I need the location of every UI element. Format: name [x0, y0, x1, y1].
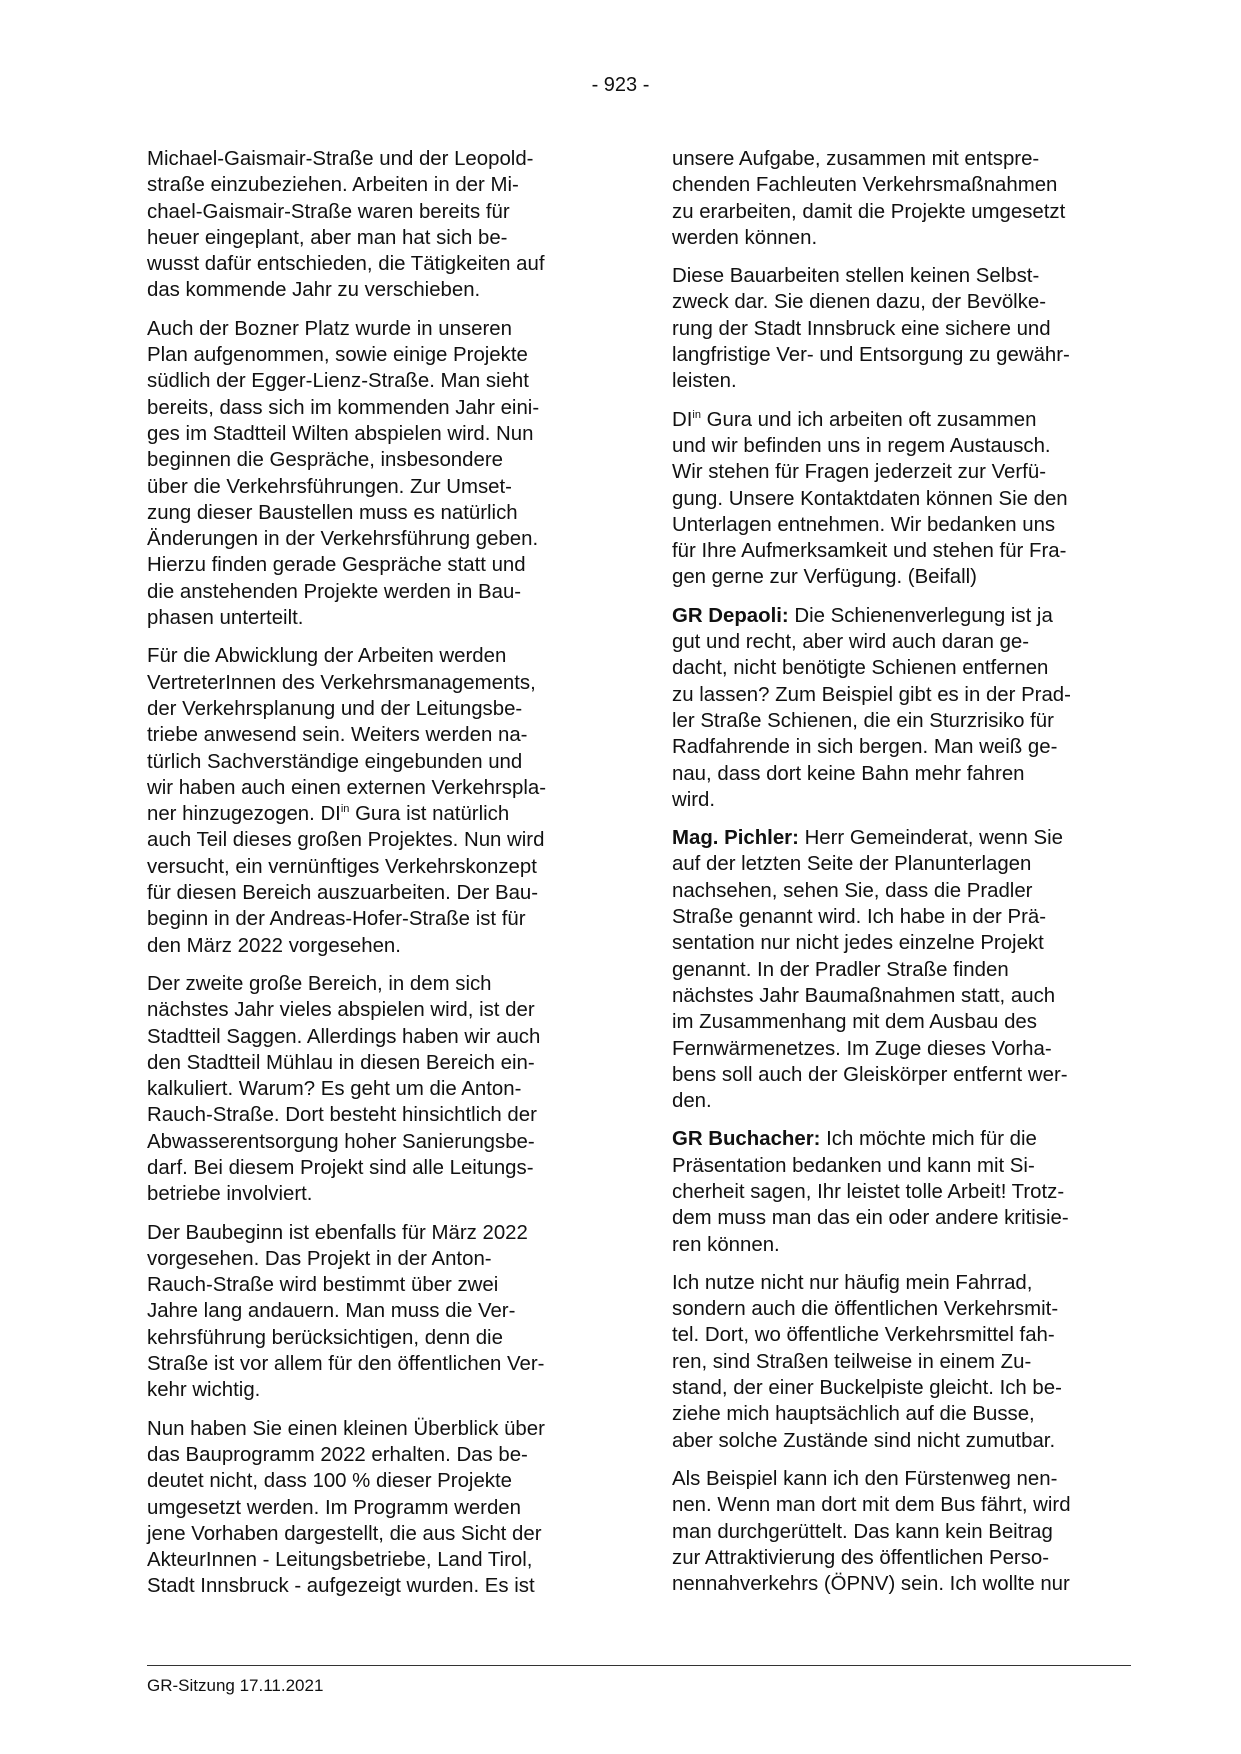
text-line: zweck dar. Sie dienen dazu, der Bevölke- [672, 291, 1047, 314]
text-line: für Ihre Aufmerksamkeit und stehen für Fra- [672, 540, 1067, 563]
text-line: nächstes Jahr vieles abspielen wird, ist der [147, 999, 535, 1022]
text-line: tel. Dort, wo öffentliche Verkehrsmittel fah- [672, 1324, 1055, 1347]
text-line: ren, sind Straßen teilweise in einem Zu- [672, 1350, 1032, 1373]
footer-divider [147, 1665, 1131, 1666]
text-line: im Zusammenhang mit dem Ausbau des [672, 1011, 1037, 1034]
paragraph [147, 1416, 597, 1600]
text-line: stand, der einer Buckelpiste gleicht. Ich be- [672, 1377, 1062, 1400]
text-line: zur Attraktivierung des öffentlichen Perso- [672, 1546, 1050, 1569]
text-line: rung der Stadt Innsbruck eine sichere und [672, 317, 1051, 340]
text-line: Ich nutze nicht nur häufig mein Fahrrad, [672, 1271, 1033, 1294]
text-line: kehrsführung berücksichtigen, denn die [147, 1326, 503, 1349]
text-line: auch Teil dieses großen Projektes. Nun wird [147, 829, 545, 852]
text-line: dacht, nicht benötigte Schienen entfernen [672, 657, 1049, 680]
text-line: gen gerne zur Verfügung. (Beifall) [672, 566, 977, 589]
paragraph [147, 1220, 597, 1404]
paragraph [672, 1126, 1122, 1257]
text-line [147, 801, 597, 827]
text-line: dem muss man das ein oder andere kritisie- [672, 1207, 1069, 1230]
text-line: ziehe mich hauptsächlich auf die Busse, [672, 1403, 1035, 1426]
text-line: beginn in der Andreas-Hofer-Straße ist für [147, 908, 526, 931]
text-line: aber solche Zustände sind nicht zumutbar. [672, 1429, 1056, 1452]
text-line: kehr wichtig. [147, 1379, 261, 1402]
text-line: Rauch-Straße wird bestimmt über zwei [147, 1274, 499, 1297]
text-line: das kommende Jahr zu verschieben. [147, 279, 481, 302]
text-line: jene Vorhaben dargestellt, die aus Sicht der [147, 1522, 542, 1545]
text-line: gut und recht, aber wird auch daran ge- [672, 631, 1030, 654]
text-line: betriebe involviert. [147, 1183, 313, 1206]
text-line: Änderungen in der Verkehrsführung geben. [147, 528, 539, 551]
text-line: heuer eingeplant, aber man hat sich be- [147, 226, 508, 249]
text-line: Straße genannt wird. Ich habe in der Prä- [672, 906, 1047, 929]
text-line: umgesetzt werden. Im Programm werden [147, 1496, 521, 1519]
text-line: den. [672, 1090, 712, 1113]
text-line: nennahverkehrs (ÖPNV) sein. Ich wollte nur [672, 1573, 1070, 1596]
text-line: versucht, ein vernünftiges Verkehrskonzept [147, 855, 537, 878]
text-fragment: Gura und ich arbeiten oft zusammen [700, 408, 1037, 431]
paragraph [147, 316, 597, 632]
text-fragment: Ich möchte mich für die [820, 1128, 1037, 1151]
text-fragment: DI [672, 408, 693, 431]
text-line [672, 825, 1122, 851]
right-column [672, 146, 1122, 1609]
paragraph [672, 263, 1122, 394]
text-line: Radfahrende in sich bergen. Man weiß ge- [672, 736, 1058, 759]
text-line: Hierzu finden gerade Gespräche statt und [147, 554, 526, 577]
text-line: phasen unterteilt. [147, 607, 304, 630]
text-line: den März 2022 vorgesehen. [147, 934, 401, 957]
text-line: gung. Unsere Kontaktdaten können Sie den [672, 487, 1068, 510]
paragraph [672, 603, 1122, 813]
text-line: Der zweite große Bereich, in dem sich [147, 972, 492, 995]
text-line: wir haben auch einen externen Verkehrspla- [147, 776, 547, 799]
text-line: vorgesehen. Das Projekt in der Anton- [147, 1247, 492, 1270]
text-line: genannt. In der Pradler Straße finden [672, 958, 1009, 981]
text-line: VertreterInnen des Verkehrsmanagements, [147, 671, 536, 694]
text-line: Jahre lang andauern. Man muss die Ver- [147, 1300, 516, 1323]
text-line: Diese Bauarbeiten stellen keinen Selbst- [672, 265, 1040, 288]
text-line: Nun haben Sie einen kleinen Überblick über [147, 1417, 545, 1440]
text-line [672, 603, 1122, 629]
paragraph [672, 825, 1122, 1114]
text-line: sondern auch die öffentlichen Verkehrsmit- [672, 1298, 1059, 1321]
text-line: Abwasserentsorgung hoher Sanierungsbe- [147, 1130, 535, 1153]
text-line: das Bauprogramm 2022 erhalten. Das be- [147, 1443, 528, 1466]
left-column [147, 146, 597, 1612]
paragraph [672, 1270, 1122, 1454]
text-line: Stadt Innsbruck - aufgezeigt wurden. Es ist [147, 1575, 535, 1598]
text-line: Als Beispiel kann ich den Fürstenweg nen- [672, 1467, 1058, 1490]
text-line: zu lassen? Zum Beispiel gibt es in der Prad- [672, 683, 1071, 706]
text-line: ren können. [672, 1233, 780, 1256]
text-line: sentation nur nicht jedes einzelne Projekt [672, 932, 1044, 955]
text-line: Wir stehen für Fragen jederzeit zur Verfü- [672, 461, 1046, 484]
speaker-name: GR Buchacher: [672, 1128, 821, 1151]
text-line: der Verkehrsplanung und der Leitungsbe- [147, 697, 523, 720]
text-line: Plan aufgenommen, sowie einige Projekte [147, 344, 528, 367]
text-fragment: Herr Gemeinderat, wenn Sie [798, 827, 1063, 850]
text-line: südlich der Egger-Lienz-Straße. Man sieht [147, 370, 529, 393]
text-line: man durchgerüttelt. Das kann kein Beitrag [672, 1520, 1053, 1543]
text-line: auf der letzten Seite der Planunterlagen [672, 853, 1032, 876]
paragraph [672, 1466, 1122, 1597]
text-line: und wir befinden uns in regem Austausch. [672, 434, 1051, 457]
text-line: den Stadtteil Mühlau in diesen Bereich ein- [147, 1051, 535, 1074]
text-line: die anstehenden Projekte werden in Bau- [147, 580, 522, 603]
text-line [672, 1126, 1122, 1152]
text-line: ler Straße Schienen, die ein Sturzrisiko für [672, 709, 1054, 732]
text-line: nau, dass dort keine Bahn mehr fahren [672, 762, 1025, 785]
text-fragment: Gura ist natürlich [349, 803, 510, 826]
footer-session-label: GR-Sitzung 17.11.2021 [147, 1676, 324, 1695]
text-line: zung dieser Baustellen muss es natürlich [147, 501, 518, 524]
text-line: wird. [672, 788, 716, 811]
text-line: Unterlagen entnehmen. Wir bedanken uns [672, 513, 1056, 536]
speaker-name: Mag. Pichler: [672, 827, 799, 850]
text-line: Rauch-Straße. Dort besteht hinsichtlich der [147, 1104, 537, 1127]
text-line: bereits, dass sich im kommenden Jahr eini- [147, 396, 540, 419]
paragraph [147, 971, 597, 1208]
text-fragment: Die Schienenverlegung ist ja [788, 604, 1053, 627]
text-line: darf. Bei diesem Projekt sind alle Leitungs- [147, 1156, 534, 1179]
text-line: wusst dafür entschieden, die Tätigkeiten auf [147, 253, 545, 276]
text-line: deutet nicht, dass 100 % dieser Projekte [147, 1470, 512, 1493]
text-line: chenden Fachleuten Verkehrsmaßnahmen [672, 174, 1058, 197]
paragraph [672, 407, 1122, 591]
speaker-name: GR Depaoli: [672, 604, 789, 627]
text-line: unsere Aufgabe, zusammen mit entspre- [672, 148, 1040, 170]
text-line: langfristige Ver- und Entsorgung zu gewähr- [672, 344, 1070, 367]
text-line: über die Verkehrsführungen. Zur Umset- [147, 475, 512, 498]
text-line: nächstes Jahr Baumaßnahmen statt, auch [672, 984, 1056, 1007]
text-fragment: ner hinzugezogen. DI [147, 803, 341, 826]
text-line: Fernwärmenetzes. Im Zuge dieses Vorha- [672, 1037, 1052, 1060]
page-number: - 923 - [591, 74, 650, 96]
text-line: cherheit sagen, Ihr leistet tolle Arbeit! Trotz- [672, 1180, 1065, 1203]
text-line: Der Baubeginn ist ebenfalls für März 2022 [147, 1221, 528, 1244]
text-line: chael-Gaismair-Straße waren bereits für [147, 200, 510, 223]
text-line: Für die Abwicklung der Arbeiten werden [147, 645, 507, 668]
paragraph [672, 146, 1122, 251]
text-line: nachsehen, sehen Sie, dass die Pradler [672, 879, 1033, 902]
text-line: Präsentation bedanken und kann mit Si- [672, 1154, 1035, 1177]
text-line: Auch der Bozner Platz wurde in unseren [147, 317, 512, 340]
text-line: triebe anwesend sein. Weiters werden na- [147, 724, 528, 747]
text-line: kalkuliert. Warum? Es geht um die Anton- [147, 1078, 522, 1101]
text-line: zu erarbeiten, damit die Projekte umgesetzt [672, 200, 1066, 223]
text-line: beginnen die Gespräche, insbesondere [147, 449, 503, 472]
text-line: ges im Stadtteil Wilten abspielen wird. Nun [147, 422, 534, 445]
text-line: bens soll auch der Gleiskörper entfernt wer- [672, 1063, 1068, 1086]
text-line: straße einzubeziehen. Arbeiten in der Mi- [147, 174, 519, 197]
superscript: in [340, 803, 350, 816]
text-line: Straße ist vor allem für den öffentlichen Ver- [147, 1353, 545, 1376]
text-line: Michael-Gaismair-Straße und der Leopold- [147, 148, 534, 170]
text-line: für diesen Bereich auszuarbeiten. Der Bau- [147, 882, 539, 905]
paragraph [147, 643, 597, 959]
text-line: nen. Wenn man dort mit dem Bus fährt, wird [672, 1494, 1071, 1517]
text-line: leisten. [672, 370, 737, 393]
text-line: Stadtteil Saggen. Allerdings haben wir auch [147, 1025, 541, 1048]
text-line [672, 407, 1122, 433]
text-line: werden können. [672, 226, 818, 249]
text-line: AkteurInnen - Leitungsbetriebe, Land Tirol, [147, 1549, 533, 1572]
text-line: türlich Sachverständige eingebunden und [147, 750, 523, 773]
paragraph [147, 146, 597, 304]
superscript: in [692, 408, 701, 421]
